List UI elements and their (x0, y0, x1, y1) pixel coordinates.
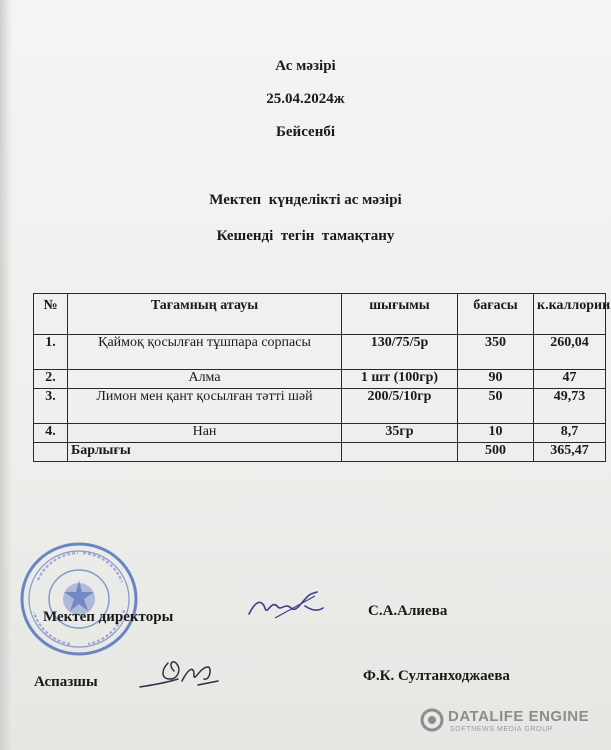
menu-title: Ас мәзірі (275, 58, 336, 74)
row-name: Лимон мен қант қосылған тәтті шәй (68, 389, 342, 424)
director-name: С.А.Алиева (368, 603, 448, 619)
row-price: 350 (458, 335, 534, 370)
menu-table (33, 293, 611, 462)
row-kcal: 49,73 (534, 389, 606, 424)
total-blank-yield (342, 443, 458, 462)
row-num: 4. (34, 424, 68, 443)
total-price: 500 (458, 443, 534, 462)
col-header-name: Тағамның атауы (68, 294, 342, 335)
row-name: Нан (68, 424, 342, 443)
table-row (34, 389, 606, 424)
row-yield: 200/5/10гр (342, 389, 458, 424)
row-kcal: 8,7 (534, 424, 606, 443)
watermark-subtitle: SOFTNEWS MEDIA GROUP (450, 726, 554, 733)
col-header-kcal: к.каллории (534, 294, 606, 335)
col-header-yield: шығымы (342, 294, 458, 335)
menu-date: 25.04.2024ж (266, 91, 345, 107)
total-kcal: 365,47 (534, 443, 606, 462)
table-row (34, 370, 606, 389)
row-num: 2. (34, 370, 68, 389)
row-name: Қаймоқ қосылған тұшпара сорпасы (68, 335, 342, 370)
table-row (34, 424, 606, 443)
row-price: 10 (458, 424, 534, 443)
row-kcal: 47 (534, 370, 606, 389)
row-price: 50 (458, 389, 534, 424)
row-yield: 35гр (342, 424, 458, 443)
row-name: Алма (68, 370, 342, 389)
watermark (420, 706, 600, 738)
col-header-num: № (34, 294, 68, 335)
total-label: Барлығы (68, 443, 342, 462)
table-row (34, 335, 606, 370)
total-blank (34, 443, 68, 462)
director-label: Мектеп директоры (43, 609, 174, 625)
row-yield: 130/75/5р (342, 335, 458, 370)
row-num: 3. (34, 389, 68, 424)
cook-signature-icon (138, 655, 220, 695)
menu-weekday: Бейсенбі (275, 124, 336, 140)
official-seal-icon (18, 540, 140, 658)
menu-subtitle-2: Кешенді тегін тамақтану (216, 228, 395, 244)
watermark-logo-icon (420, 708, 444, 732)
row-num: 1. (34, 335, 68, 370)
row-yield: 1 шт (100гр) (342, 370, 458, 389)
watermark-title: DATALIFE ENGINE (448, 708, 590, 725)
menu-subtitle: Мектеп күнделікті ас мәзірі (209, 192, 402, 208)
col-header-price: бағасы (458, 294, 534, 335)
row-kcal: 260,04 (534, 335, 606, 370)
director-signature-icon (245, 588, 325, 626)
row-price: 90 (458, 370, 534, 389)
cook-label: Аспазшы (34, 674, 98, 690)
table-total-row (34, 443, 606, 462)
page-edge-shadow (0, 0, 12, 750)
cook-name: Ф.К. Султанходжаева (363, 668, 510, 684)
table-header-row (34, 294, 606, 335)
